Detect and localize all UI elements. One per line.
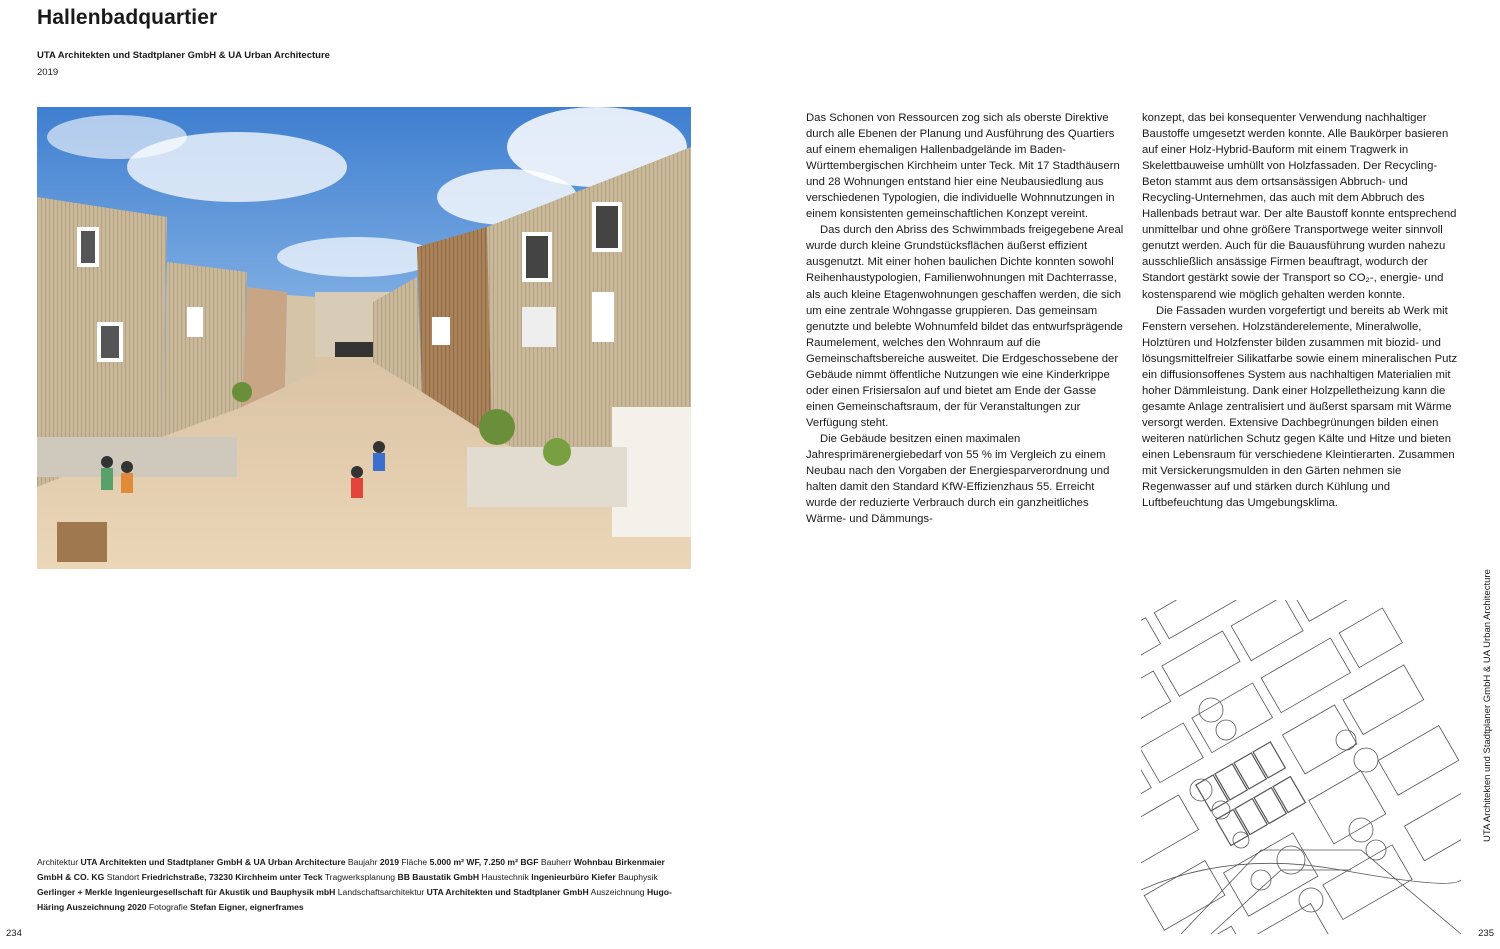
body-column-left (806, 110, 1124, 527)
page-number-left: 234 (6, 928, 22, 939)
page-number-right: 235 (1478, 928, 1494, 939)
page-title: Hallenbadquartier (37, 6, 218, 29)
project-credits: Architektur UTA Architekten und Stadtplaner GmbH & UA Urban Architecture Baujahr 2019 Fläche 5.000 m² WF, 7.250 m² BGF Bauherr Wohnbau Birkenmaier GmbH & CO. KG Standort Friedrichstraße, 73230 Kirchheim unter Teck Tragwerksplanung BB Baustatik GmbH Haustechnik Ingenieurbüro Kiefer Bauphysik Gerlinger + Merkle Ingenieurgesellschaft für Akustik und Bauphysik mbH Landschaftsarchitektur UTA Architekten und Stadtplaner GmbH Auszeichnung Hugo-Häring Auszeichnung 2020 Fotografie Stefan Eigner, eignerframes (37, 857, 672, 913)
body-column-right (1142, 110, 1460, 511)
body-paragraph: Die Fassaden wurden vorgefertigt und bereits ab Werk mit Fenstern versehen. Holzständerelemente, Mineralwolle, Holztüren und Holzfenster bilden zusammen mit biozid- und lösungsmittelfreier Silikatfarbe sowie einem mineralischen Putz ein diffusionsoffenes System aus nachhaltigen Materialien mit hoher Dämmleistung. Dank einer Holzpelletheizung kann die gesamte Anlage zentralisiert und äußerst sparsam mit Wärme versorgt werden. Extensive Dachbegrünungen bilden einen weiteren natürlichen Schutz gegen Kälte und Hitze und bieten einen Lebensraum für verschiedene Kleintierarten. Zusammen mit Versickerungsmulden in den Gärten nehmen sie Regenwasser auf und stärken durch Kühlung und Luftbefeuchtung das Umgebungsklima. (1142, 304, 1458, 510)
body-paragraph: Die Gebäude besitzen einen maximalen Jahresprimärenergiebedarf von 55 % im Vergleich zu einem Neubau nach den Vorgaben der Energiesparverordnung und halten damit den Standard KfW-Effizienzhaus 55. Erreicht wurde der reduzierte Verbrauch durch ein ganzheitliches Wärme- und Dämmungs- (806, 432, 1110, 526)
side-architect-label: UTA Architekten und Stadtplaner GmbH & UA Urban Architecture (1482, 569, 1493, 842)
site-plan (1141, 600, 1461, 934)
architect-subtitle: UTA Architekten und Stadtplaner GmbH & UA Urban Architecture (37, 50, 330, 61)
project-year: 2019 (37, 67, 59, 78)
project-photo (37, 107, 691, 569)
body-paragraph: Das durch den Abriss des Schwimmbads freigegebene Areal wurde durch kleine Grundstücksflächen äußerst effizient ausgenutzt. Mit einer hohen baulichen Dichte konnten sowohl Reihenhaustypologien, Familienwohnungen mit Dachterrasse, als auch kleine Etagenwohnungen geschaffen werden, die sich um eine zentrale Wohngasse gruppieren. Das gemeinsam genutzte und belebte Wohnumfeld bildet das entwurfsprägende Raumelement, welches den Wohnraum auf die Gemeinschaftsbereiche ausweitet. Die Erdgeschossebene der Gebäude nimmt öffentliche Nutzungen wie eine Kinderkrippe oder einen Frisiersalon auf und bietet am Ende der Gasse einen Gemeinschaftsraum, der für Veranstaltungen zur Verfügung steht. (806, 224, 1124, 429)
body-paragraph: Das Schonen von Ressourcen zog sich als oberste Direktive durch alle Ebenen der Planung und Ausführung des Quartiers auf einem ehemaligen Hallenbadgelände im Baden-Württembergischen Kirchheim unter Teck. Mit 17 Stadthäusern und 28 Wohnungen entstand hier eine Neubausiedlung aus verschiedenen Typologien, die individuelle Wohnnutzungen in einem konsistenten gemeinschaftlichen Konzept vereint. (806, 112, 1120, 221)
body-paragraph: konzept, das bei konsequenter Verwendung nachhaltiger Baustoffe umgesetzt werden konnte. Alle Baukörper basieren auf einer Holz-Hybrid-Bauform mit einem Tragwerk in Skelettbauweise umhüllt von Holzfassaden. Der Recycling-Beton stammt aus dem ortsansässigen Abbruch- und Recycling-Unternehmen, das auch mit dem Abbruch des Hallenbads betraut war. Der alte Baustoff konnte entsprechend unmittelbar und ohne größere Transportwege weiter sinnvoll genutzt werden. Auch für die Bauausführung wurden nahezu ausschließlich ansässige Firmen beauftragt, wodurch der Standort gestärkt sowie der Transport so CO₂-, energie- und kostensparend wie möglich gehalten werden konnte. (1142, 112, 1457, 301)
